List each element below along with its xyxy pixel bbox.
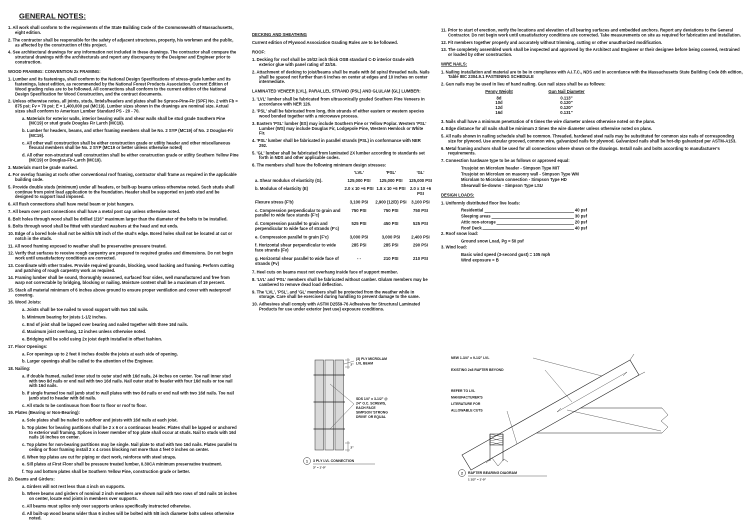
note-paragraph: 9. Bolts through wood shall be fitted with standard washers at the head and nut ends. [8, 223, 179, 229]
note-paragraph: Trusjoist on Microlam header - Simpson Type MIT [461, 165, 560, 171]
nail-penny-weight: 16d [495, 109, 503, 115]
general-notes-column [8, 12, 239, 521]
svg-text:SDS 1/4" x 3-1/2" @: SDS 1/4" x 3-1/2" @ [356, 397, 388, 401]
stress-header-gl: 'GL' [416, 169, 425, 175]
note-paragraph: 10. Adhesives shall comply with ASTM D2559-76 Adhesives for Structural Laminated Products for use under exterior (wet use) exposure conditions. [252, 301, 421, 312]
note-paragraph: b. Top plates for bearing partitions shall be 2 x 6 or a continuous header. Plates shall be lapped or anchored to exterior wall framing. Splices in lower member of top plate shall occur at studs. Nail to studs with 16d nails 16 inches on center. [22, 424, 237, 440]
stress-value-lvl: - - [357, 255, 361, 261]
svg-text:EACH FACE: EACH FACE [356, 406, 376, 410]
stress-value-psl: 750 PSI [383, 207, 399, 213]
stress-value-gl: 210 PSI [413, 255, 428, 261]
svg-text:DRIVE' OR EQUAL: DRIVE' OR EQUAL [356, 415, 387, 419]
load-leader-line [492, 214, 574, 218]
note-paragraph: 10. Edge of a bored hole shall not be within 5/8 inch of the stud's edge. Bored holes shall not be located at cut or notch in the studs. [8, 231, 233, 241]
stress-value-psl: 2,900 (12/D) PSI [375, 199, 407, 205]
note-paragraph: 1. Nailing installation and material are to be in compliance with A.I.T.C., NDS and in accordance with the Massachusetts State Building Code 8th edition, Table IBC 2304.9.1 FASTENING SCHEDULE [441, 69, 743, 80]
snow-wind-notes-list [441, 232, 743, 263]
stress-table-row [255, 222, 430, 232]
note-paragraph: a. Girders will not rest less than 4 inch on supports. [22, 483, 126, 489]
rafter-dimension-line [557, 372, 627, 412]
stress-value-psl: 3,000 PSI [381, 234, 401, 240]
nail-penny-weight: 8d [496, 95, 502, 101]
note-paragraph: 11. All wood framing exposed to weather shall be preservative pressure treated. [8, 243, 167, 249]
nail-header-penny-weight: Penny Weight [485, 88, 513, 94]
note-paragraph: a. For openings up to 2 feet 0 inches double the joists at each side of opening. [22, 351, 178, 357]
note-paragraph: 1. Uniformly distributed floor live loads: [441, 200, 521, 206]
load-row [461, 226, 587, 231]
svg-text:MANUFACTURER'S: MANUFACTURER'S [451, 395, 483, 400]
stress-table-row [255, 243, 430, 253]
note-paragraph: Shearwall tie-downs - Simpson Type LSU [461, 183, 543, 188]
nailing-notes-list [441, 119, 743, 205]
decking-heading: DECKING AND SHEATHING [252, 32, 307, 37]
note-paragraph: e. Sill plates at First Floor shall be pressure treated lumber, 0.30CA minimum preservative treatment. [22, 461, 222, 467]
note-paragraph: a. Materials for exterior walls, interior bearing walls and shear walls shall be stud grade Southern Pine (MC19) or stud grade Douglas Fir Larch (MC19). [22, 115, 226, 126]
stress-value-lvl: 2.0 x 10 +6 PSI [344, 186, 374, 192]
note-paragraph: c. All other wall construction shall be either construction grade or utility header and other miscellaneous flexural members shall be No. 2 SYP (MC19 or better unless otherwise noted) [22, 140, 231, 151]
decking-sheathing-column [252, 28, 433, 358]
note-paragraph: 9. The 'LVL', 'PSL', and 'GL' members shall be protected from the weather while in storage. Care shall be exercised during handling to prevent damage to the same. [252, 289, 420, 300]
nail-header-diameter: Gun Nail Diameter [548, 88, 585, 94]
general-notes-heading: GENERAL NOTES: [19, 12, 86, 21]
note-paragraph: b. Lumber for headers, beams, and other framing members shall be No. 2 SYP (MC19) of No. 2 Douglas-Fir (MC19). [22, 128, 234, 138]
note-paragraph: WIRE NAILS: [441, 61, 468, 67]
note-paragraph: 3. Eastern 'PSL' lumber (ES) may include Southern Pine or Yellow Poplar. Western 'PSL' Lumber (WS) may include Douglas Fir, Lodgepole Pine, Western Hemlock or White Fir. [252, 120, 427, 136]
stress-value-lvl: 3,000 PSI [349, 234, 369, 240]
load-name: Residential [461, 207, 484, 213]
note-paragraph: 3. Materials must be grade marked. [8, 164, 78, 170]
stress-table-rows [255, 177, 433, 266]
note-paragraph: Ground snow Load, Pg = 50 psf [461, 238, 524, 244]
note-paragraph: 2. The contractor shall be responsible for the safety of adjacent structures, property, his workmen and the public, as affected by the construction of this project. [8, 37, 234, 48]
decking-intro: Current edition of Plywood Association Grading Rules are to be followed. [252, 39, 398, 45]
note-paragraph: 6. The members shall have the following minimum design stresses: [252, 162, 387, 168]
note-paragraph: 19. Plates (Bearing or Non-Bearing): [8, 410, 80, 416]
detail-scale: 3" = 1'-0" [313, 465, 326, 470]
stress-value-gl: 2,400 PSI [411, 234, 430, 240]
load-row [461, 214, 587, 219]
stress-value-psl: 285 PSI [383, 242, 399, 248]
note-paragraph: 13. The completely assembled work shall be inspected and approved by the Architect and Engineer or their designee before being covered, restrained or loaded by other construction. [441, 47, 740, 57]
note-paragraph: 3. Wind load: [441, 244, 468, 250]
detail-number: 1 [306, 459, 308, 464]
note-paragraph: a. If double framed, nailed inner stud to outer stud with 16d nails, 24 inches on center. Toe nail inner stud with two 8d nails or end nail with two 16d nails. Nail outer stud to header with four 16d nails or toe nail with 16d nails. [22, 373, 233, 389]
stress-row-label: b. Modulus of elasticity (E) [255, 186, 309, 192]
detail-title: RAFTER BEARING DIAGRAM [468, 471, 517, 475]
detail-scale: 1 1/2" = 1'-0" [468, 477, 486, 482]
note-paragraph: 17. Floor Openings: [8, 343, 48, 349]
svg-text:REFER TO LVL: REFER TO LVL [451, 389, 476, 393]
note-paragraph: 4. Edge distance for all nails shall be minimum 2 times the wire diameter unless otherwise noted on plans. [441, 126, 653, 132]
svg-text:SIMPSON 'STRONG: SIMPSON 'STRONG [356, 410, 388, 415]
stress-value-gl: 125,000 PSI [408, 177, 433, 183]
stress-row-label: d. Compression parallel to grain and perpendicular to wide face of strands (F'c) [255, 221, 340, 231]
note-paragraph: 1. Lumber and its fastenings, shall conform to the National Design Specifications of stress-grade lumber and its fastenings, latest edition, as recommended by the National Forest Products Association. Current Edition of Wood grading rules are to be followed. All connections shall conform to the current edition of the National Design Specification for Wood Construction, and the contract documents. [8, 76, 231, 97]
stress-value-lvl: 3,100 PSI [349, 199, 369, 205]
stress-row-label: f. Horizontal shear perpendicular to wide face strands (Fv) [255, 242, 336, 253]
nail-penny-weight: 12d [495, 105, 503, 110]
note-paragraph: DESIGN LOADS: [441, 192, 475, 198]
note-paragraph: 7. Heel cuts on beams must not overhang inside face of support member. [252, 269, 398, 275]
stress-table-row [255, 187, 430, 197]
note-paragraph: 2. Roof snow load: [441, 231, 479, 237]
svg-text:ALLOWABLE CUTS: ALLOWABLE CUTS [451, 408, 483, 413]
load-name: Attic non-storage [461, 219, 496, 225]
stress-value-lvl: 285 PSI [351, 242, 367, 248]
load-row [461, 208, 587, 213]
gun-nail-row [469, 110, 743, 115]
note-paragraph: 8. Bolt holes through wood shall be drilled 1/16" maximum larger than the diameter of the bolts to be installed. [8, 216, 228, 222]
note-paragraph: WOOD FRAMING: CONVENTION 2x FRAMING: [8, 68, 101, 74]
note-paragraph: a. Joists shall be toe nailed to wood support with two 10d nails. [22, 307, 149, 313]
note-paragraph: ROOF: [252, 49, 266, 55]
load-name: Roof Deck [461, 225, 482, 231]
note-paragraph: b. Larger openings shall be called to the attention of the Engineer. [22, 358, 154, 364]
load-row [461, 220, 587, 225]
stress-table-header [255, 170, 430, 175]
load-value: 40 psf [574, 207, 587, 213]
note-paragraph: 12. Fit members together properly and accurately without trimming, cutting or other unauthorized modification. [441, 39, 663, 45]
stress-header-spacer [255, 170, 343, 175]
note-paragraph: e. Bridging will be solid using 2x joist depth installed in offset fashion. [22, 336, 163, 342]
svg-text:LITERATURE FOR: LITERATURE FOR [451, 402, 481, 406]
detail-title: 3 PLY LVL CONNECTION [313, 459, 355, 463]
gun-nail-table-rows [469, 96, 743, 116]
stress-value-lvl: 525 PSI [351, 221, 367, 226]
note-paragraph: d. Maximum joist overhang, 12 inches unless otherwise noted. [22, 329, 147, 335]
note-paragraph: b. Minimum bearing for joists 1-1/2 inches. [22, 314, 107, 320]
dimension-ticks [345, 358, 350, 452]
note-paragraph: c. End of joist shall be lapped over bearing and nailed together with three 16d nails. [22, 321, 189, 327]
wire-nails-column [441, 28, 743, 348]
stress-value-gl: 2.0 x 10 +6 PSI [409, 186, 432, 196]
3-ply-lvl-connection-detail [300, 354, 434, 474]
note-paragraph: 15. Stack all material minimum of 6 inches above ground to ensure proper ventilation and cover with waterproof covering. [8, 287, 231, 298]
note-paragraph: Basic wind speed (3-second gust) = 105 mph [461, 251, 551, 257]
load-leader-line [497, 220, 574, 224]
load-value: 20 psf [574, 219, 587, 225]
note-paragraph: Wind exposure = B [461, 257, 499, 263]
note-paragraph: 7. Connection hardware type to be as follows or approved equal: [441, 158, 570, 163]
note-paragraph: 1. 'LVL' lumber shall be fabricated from ultrasonically graded Southern Pine Veneers in accordance with NER 126. [252, 96, 425, 107]
note-paragraph: Trusjoist on Microlam on masonry wall - Simpson Type WM [461, 171, 579, 177]
note-paragraph: 2. 'PSL' shall be fabricated from long, thin strands of either eastern or western species wood bonded together with a microwave process. [252, 108, 425, 119]
note-paragraph: 5. All nails shown in nailing schedule shall be common. Threaded, hardened steel nails may be substituted for common size nails of corresponding size for plywood. Use annular grooved, common wire, galvanized nails for plywood. Galvanized nails shall be hot-dip galvanized per ASTM-A153. [441, 133, 737, 144]
dim-bottom-label: 2" [350, 445, 354, 450]
lvl-ply-2 [325, 360, 334, 450]
note-paragraph: 4. See architectural drawings for any information not included in these drawings. The contractor shall compare the structural drawings with the architecturals and report any discrepancy to the Designer and Engineer prior to construction. [8, 49, 237, 65]
note-paragraph: a. Sole plates shall be nailed to subfloor and joists with 16d nails at each joist. [22, 417, 178, 423]
load-name: Sleeping areas [461, 213, 491, 219]
refer-label [451, 389, 483, 413]
nail-diameter: 0.131" [560, 109, 573, 115]
stress-table-row [255, 256, 430, 266]
stress-table-row [255, 208, 430, 218]
note-paragraph: d. When top plates are cut for piping or duct work, reinforce with steel straps. [22, 454, 177, 460]
detail-number: 2 [461, 471, 463, 476]
new-lvl-label: NEW 1-3/4" x 9-1/2" LVL [451, 356, 490, 360]
note-paragraph: 1. Decking for roof shall be 19/32 inch thick OSB standard C-D interior Grade with exterior glue with panel rating of 32/16. [252, 57, 415, 67]
svg-text:LVL BEAM: LVL BEAM [356, 361, 374, 366]
svg-text:(3) PLY MICROLAM: (3) PLY MICROLAM [356, 357, 387, 361]
stress-header-psl: 'PSL' [385, 169, 397, 175]
note-paragraph: LAMINATED VENEER (LVL), PARALLEL STRAND (PSL) AND GLULAM (GL) LUMBER: [252, 88, 421, 94]
erection-notes-list [441, 28, 743, 87]
lvl-ply-3 [335, 360, 344, 450]
note-paragraph: 1. All work shall conform to the requirements of the State Building Code of the Commonwealth of Massachusetts, eight edition. [8, 25, 234, 36]
stress-row-label: g. Horizontal shear parallel to wide face of strands (Fv) [255, 255, 339, 266]
note-paragraph: Microlam to Microlam connection - Simpson Type HD [461, 177, 567, 183]
note-paragraph: d. All other non-structural wall construction shall be either construction grade or utility Southern Yellow Pine (MC19) or Douglas-Fir-Larch (MC19). [22, 152, 239, 163]
note-paragraph: 7. All beam over post connections shall have a metal post cap unless otherwise noted. [8, 208, 181, 214]
stress-header-lvl: 'LVL' [354, 169, 364, 175]
general-notes-list [8, 26, 239, 521]
note-paragraph: 5. Provide double studs (minimum) under all headers, or built-up beams unless otherwise noted. Such studs shall continue from point load application to the foundation. Header shall be supported on jamb stud and be designed to support load imposed. [8, 184, 235, 200]
load-leader-line [483, 226, 574, 230]
note-paragraph: 4. 'PSL' lumber shall be fabricated in parallel strands (PSL) in conformance with NER 292. [252, 138, 421, 148]
stress-value-gl: 290 PSI [413, 242, 428, 248]
gun-nail-table [469, 89, 743, 115]
stress-value-lvl: 750 PSI [351, 207, 367, 213]
note-paragraph: b. Where beams and girders of nominal 2 inch members are shown nail with two rows of 16d nails 16 inches on center, locate end joints in members over supports. [22, 491, 238, 502]
note-paragraph: c. Top plates for non-bearing partitions may be single. Nail plate to stud with two 16d nails. Plates parallel to ceiling or floor framing install 2 x 4 cross blocking not more than 4 feet 0 inches on center. [22, 442, 238, 452]
load-value: 30 psf [574, 213, 587, 219]
stress-value-psl: 210 PSI [383, 255, 399, 261]
note-paragraph: f. Top and bottom plates shall be Southern Yellow Pine, construction grade or better. [22, 469, 191, 475]
note-paragraph: 4. For overlay framing at roofs other conventional roof framing, contractor shall frame as required in the applicable building code. [8, 172, 237, 183]
note-paragraph: 13. Coordinate with other trades. Provide required grounds, blocking, wood backing and framing. Perform cutting and patching of rough carpentry work as required. [8, 262, 234, 273]
beam-label [356, 357, 387, 366]
load-leader-line [484, 208, 574, 212]
design-stress-table [255, 169, 433, 266]
load-value: 40 psf [574, 225, 587, 231]
note-paragraph: 18. Nailing: [8, 366, 31, 372]
lvl-notes-list [252, 270, 430, 312]
decking-notes-list [252, 50, 430, 168]
stress-value-gl: 525 PSI [413, 221, 428, 226]
stress-row-label: a. Shear modulus of elasticity (G). [255, 177, 323, 183]
note-paragraph: 6. All flush connections shall have metal beam or joist hangers. [8, 201, 135, 207]
stress-value-gl: 750 PSI [413, 207, 428, 213]
stress-row-label: Flexure stress (F'b) [255, 199, 294, 205]
note-paragraph: 5. 'GL' lumber shall be fabricated from laminated 2X lumber according to standards set forth in NDS and other applicable codes. [252, 150, 425, 161]
note-paragraph: 11. Prior to start of erection, verify the locations and elevation of all bearing surfaces and embedded anchors. Report any deviations to the General Contractor. Do not begin work until unsatisfactory conditions are corrected. Take measurements on site as required for fabrication and installation. [441, 27, 741, 38]
note-paragraph: 8. 'LVL' and 'PSL' members shall be fabricated without camber. Glulam members may be cambered to remove dead load deflection. [252, 277, 428, 287]
dim-top-label: 2" [350, 362, 354, 367]
note-paragraph: d. All built-up wood beams wider than 6 inches will be bolted with 5/8 inch diameter bolts unless otherwise noted. [22, 510, 235, 521]
note-paragraph: c. All beams must splice only over supports unless specifically instructed otherwise. [22, 503, 191, 509]
lvl-ply-1 [315, 360, 324, 450]
stress-row-label: e. Compression parallel to grain (F'c) [255, 234, 329, 240]
note-paragraph: 2. Gun nails may be used in lieu of hand nailing. Gun nail sizes shall be as follows: [441, 81, 606, 87]
nail-diameter: 0.120" [560, 100, 573, 106]
note-paragraph: 12. Verify that surfaces to receive rough carpentry are prepared to required grades and dimensions. Do not begin work until unsatisfactory conditions are corrected. [8, 250, 234, 261]
note-paragraph: c. All studs to be continuous from floor to floor or roof to floor. [22, 402, 147, 408]
note-paragraph: 6. Metal framing anchors shall be used for all connections where shown on the drawings. Install nails and bolts according to manufacturer's requirements. [441, 145, 720, 156]
nail-diameter: 0.120" [560, 105, 573, 110]
stress-table-row [255, 177, 433, 183]
existing-rafter-label: EXISTING 2x8 RAFTER BEYOND [451, 368, 504, 372]
rafter-bearing-detail [447, 352, 699, 483]
nail-diameter: 0.113" [560, 95, 573, 101]
note-paragraph: 3. Nails shall have a minimum penetration of 6 times the wire diameter unless otherwise noted on the plans. [441, 118, 656, 124]
screw-label [356, 397, 388, 419]
note-paragraph: 16. Wood Joists: [8, 299, 42, 305]
stress-value-lvl: 125,000 PSI [347, 177, 371, 183]
nail-penny-weight: 10d [495, 100, 503, 106]
stress-row-label: c. Compression perpendicular to grain and parallel to wide face stands (F'c) [255, 207, 341, 218]
note-paragraph: 20. Beams and Girders: [8, 476, 55, 482]
design-loads-list [441, 208, 743, 231]
note-paragraph: 2. Attachment of decking to joist/beams shall be made with 8d spiral threaded nails. Nails shall be spaced not further than 6 inches on center at edges and 10 inches on center intermediate. [252, 69, 430, 85]
note-paragraph: b. If single framed toe nail jamb stud to wall plates with two 8d nails or end nail with two 16d nails. Toe nail jamb stud to header with 8d nails. [22, 390, 234, 401]
stress-value-psl: 1.8 x 10 +6 PSI [376, 186, 406, 192]
stress-table-row [255, 200, 430, 205]
stress-value-psl: 125,000 PSI [379, 177, 403, 183]
svg-text:24" O.C. SCREWS,: 24" O.C. SCREWS, [356, 401, 387, 406]
note-paragraph: 2. Unless otherwise notes, all joints, studs, lintels/headers and plates shall be Spruce-Pine-Fir (SPF) No. 2 with Fb = 875 psi; Fv = 70 psi; E = 1,400,000 psi (MC19). Lumber sizes shown in the drawings are nominal size. Actual sizes shall conform to American Lumber Standard PS - 20 - 70. [8, 98, 238, 114]
stress-table-row [255, 235, 430, 240]
stress-value-gl: 3,100 PSI [411, 199, 430, 205]
stress-value-psl: 450 PSI [383, 221, 399, 226]
note-paragraph: 14. Framing lumber shall be sound, thoroughly seasoned, surfaced four sides, well manufactured and free from warp not correctable by bridging, blocking or nailing. Moisture content shall be a maximum of 19 percent. [8, 275, 230, 286]
